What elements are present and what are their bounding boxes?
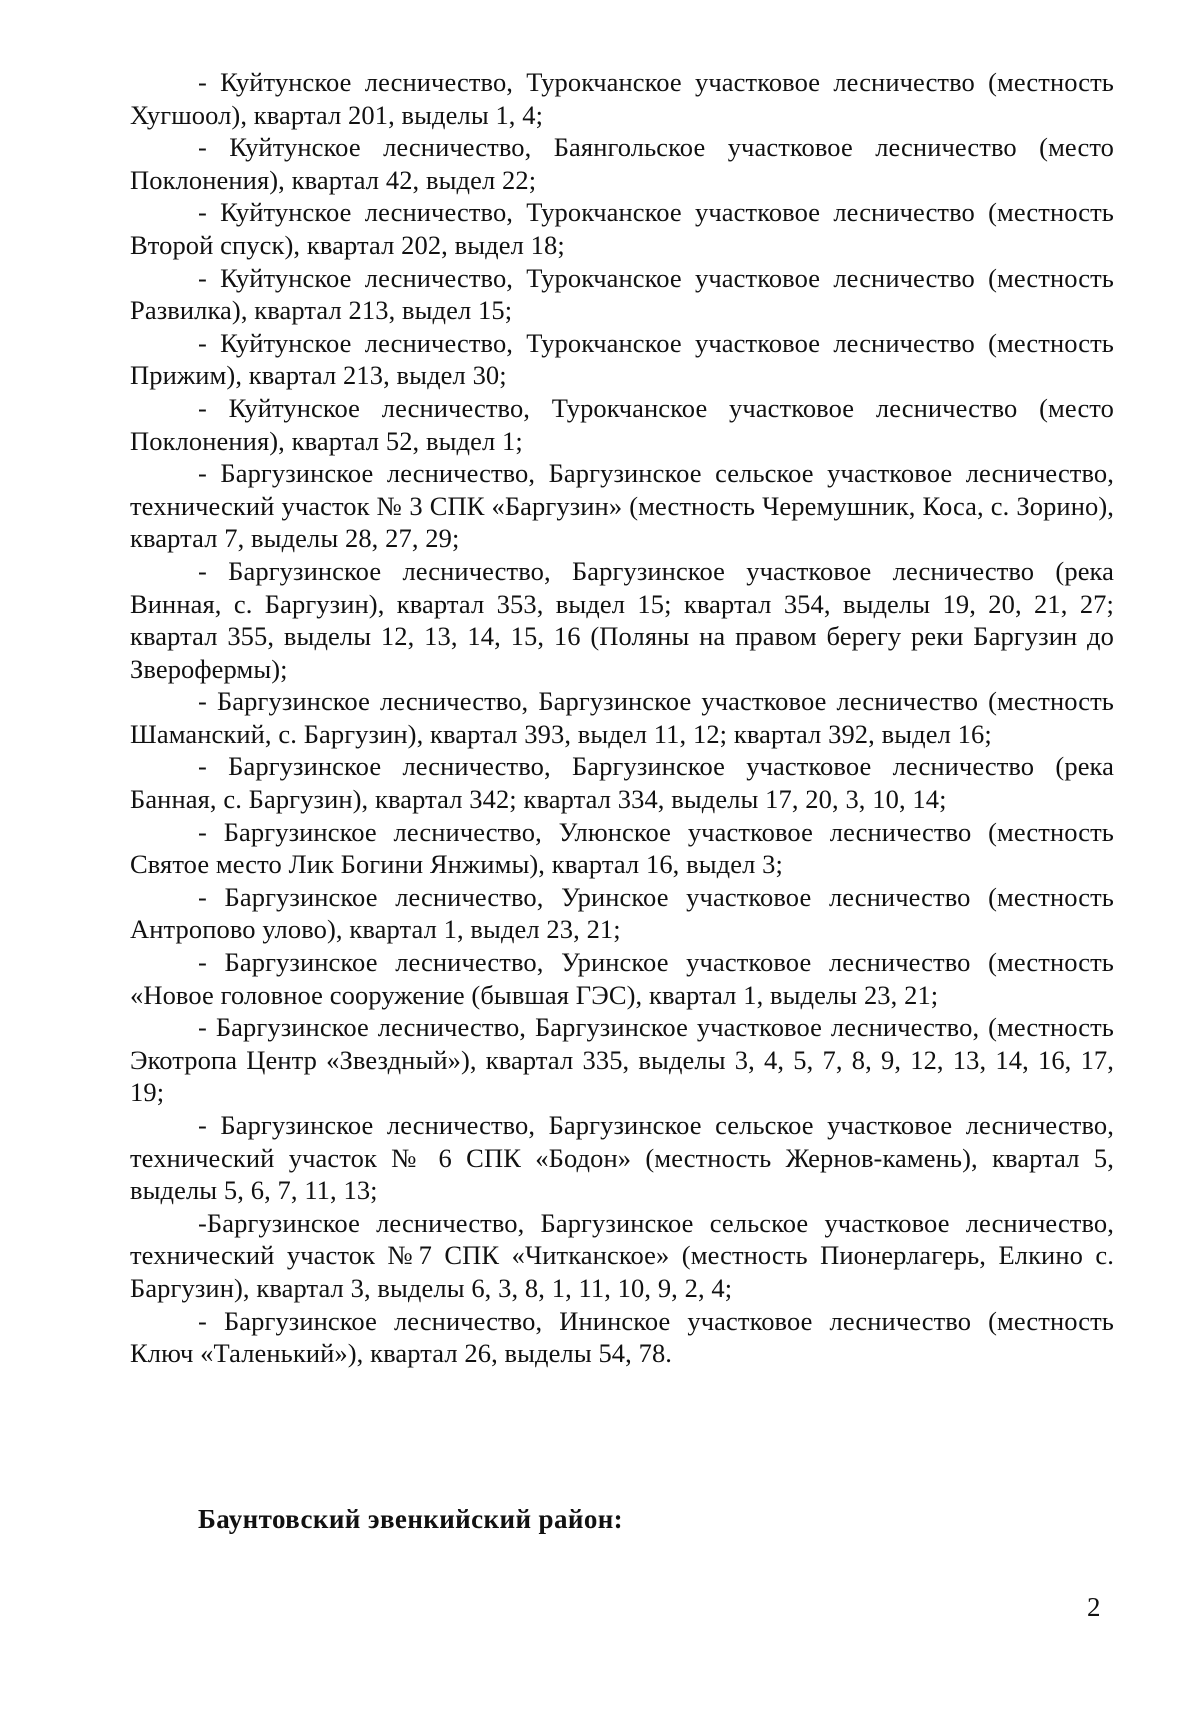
list-item: - Баргузинское лесничество, Баргузинское участковое лесничество (река Винная, с. Баргузин), квартал 353, выдел 15; квартал 354, выделы 19, 20, 21, 27; квартал 355, выделы 12, 13, 14, 15, 16 (Поляны на правом берегу реки Баргузин до Зверофермы); [130, 555, 1114, 684]
list-item: - Баргузинское лесничество, Баргузинское участковое лесничество, (местность Экотропа Центр «Звездный»), квартал 335, выделы 3, 4, 5, 7, 8, 9, 12, 13, 14, 16, 17, 19; [130, 1012, 1114, 1108]
list-item: - Баргузинское лесничество, Баргузинское сельское участковое лесничество, технический участок № 6 СПК «Бодон» (местность Жернов-камень), квартал 5, выделы 5, 6, 7, 11, 13; [130, 1110, 1114, 1206]
list-item: - Баргузинское лесничество, Баргузинское участковое лесничество (местность Шаманский, с. Баргузин), квартал 393, выдел 11, 12; квартал 392, выдел 16; [130, 686, 1114, 749]
list-item: - Баргузинское лесничество, Ининское участковое лесничество (местность Ключ «Таленький»), квартал 26, выделы 54, 78. [130, 1305, 1114, 1369]
list-item: -Баргузинское лесничество, Баргузинское сельское участковое лесничество, технический участок №7 СПК «Читканское» (местность Пионерлагерь, Елкино с. Баргузин), квартал 3, выделы 6, 3, 8, 1, 11, 10, 9, 2, 4; [130, 1207, 1114, 1303]
list-item: - Баргузинское лесничество, Баргузинское участковое лесничество (река Банная, с. Баргузин), квартал 342; квартал 334, выделы 17, 20, 3, 10, 14; [130, 751, 1114, 815]
list-item: - Куйтунское лесничество, Турокчанское участковое лесничество (местность Прижим), квартал 213, выдел 30; [130, 327, 1114, 391]
list-item: - Куйтунское лесничество, Турокчанское участковое лесничество (местность Развилка), квартал 213, выдел 15; [130, 262, 1114, 326]
entry-list [130, 66, 1114, 1370]
list-item: - Куйтунское лесничество, Турокчанское участковое лесничество (местность Второй спуск), квартал 202, выдел 18; [130, 197, 1114, 260]
list-item: - Куйтунское лесничество, Баянгольское участковое лесничество (место Поклонения), квартал 42, выдел 22; [130, 132, 1114, 195]
list-item: - Баргузинское лесничество, Улюнское участковое лесничество (местность Святое место Лик Богини Янжимы), квартал 16, выдел 3; [130, 816, 1114, 880]
section-heading: Баунтовский эвенкийский район: [198, 1504, 624, 1534]
page-number: 2 [1087, 1592, 1101, 1622]
list-item: - Куйтунское лесничество, Турокчанское участковое лесничество (место Поклонения), квартал 52, выдел 1; [130, 392, 1114, 456]
list-item: - Баргузинское лесничество, Уринское участковое лесничество (местность Антропово улово), квартал 1, выдел 23, 21; [130, 881, 1114, 945]
list-item: - Баргузинское лесничество, Баргузинское сельское участковое лесничество, технический участок № 3 СПК «Баргузин» (местность Черемушник, Коса, с. Зорино), квартал 7, выделы 28, 27, 29; [130, 458, 1114, 554]
list-item: - Куйтунское лесничество, Турокчанское участковое лесничество (местность Хугшоол), квартал 201, выделы 1, 4; [130, 67, 1114, 130]
list-item: - Баргузинское лесничество, Уринское участковое лесничество (местность «Новое головное сооружение (бывшая ГЭС), квартал 1, выделы 23, 21; [130, 947, 1114, 1010]
